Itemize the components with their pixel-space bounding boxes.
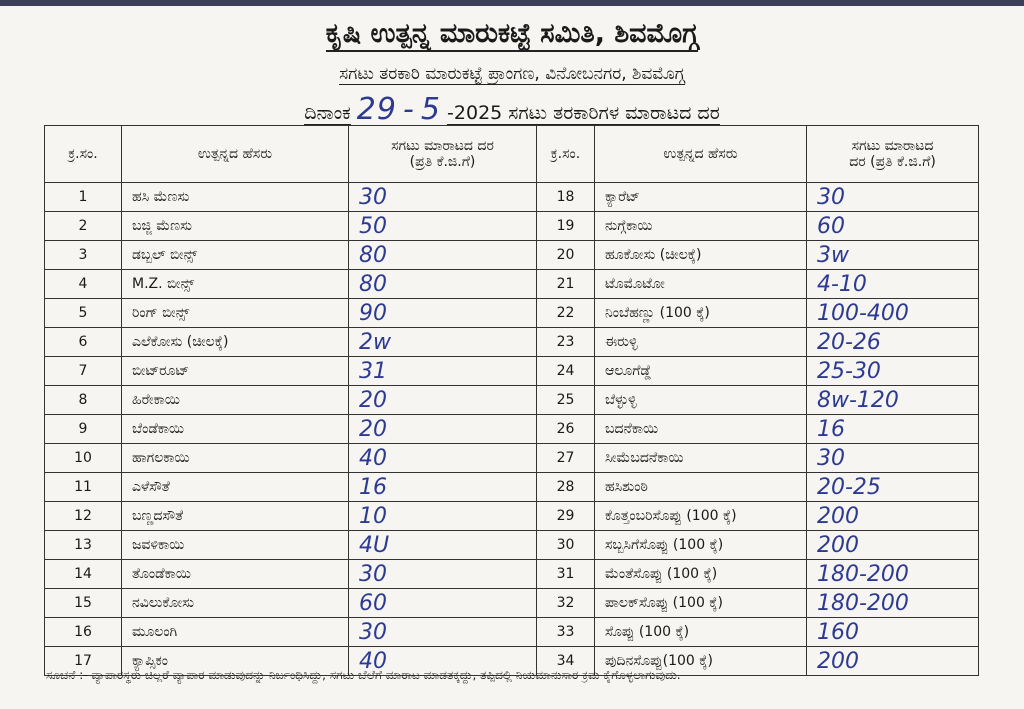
footer-note: ಸೂಚನೆ :- ವ್ಯಾಪಾರಸ್ಥರು ಚಿಲ್ಲರೆ ವ್ಯಾಪಾರ ಮಾಡುವುದನ್ನು ನಿರ್ಬಂಧಿಸಿದ್ದು, ಸಗಟು ಬೆಲೆಗೆ ಮಾರಾಟ ಮಾಡತಕ್ಕದ್ದು, ತಪ್ಪಿದಲ್ಲಿ ನಿಯಮಾನುಸಾರ ಕ್ರಮ ಕೈಗೊಳ್ಳಲಾಗುವುದು. bbox=[46, 668, 681, 682]
subtitle-text: ಸಗಟು ತರಕಾರಿ ಮಾರುಕಟ್ಟೆ ಪ್ರಾಂಗಣ, ವಿನೋಬನಗರ, ಶಿವಮೊಗ್ಗ bbox=[339, 64, 685, 84]
date-line bbox=[0, 92, 1024, 127]
cell-product-left: ರಿಂಗ್ ಬೀನ್ಸ್ bbox=[122, 299, 349, 328]
cell-sl-left: 5 bbox=[45, 299, 122, 328]
cell-sl-left: 9 bbox=[45, 415, 122, 444]
cell-product-right: ಪಾಲಕ್‌ಸೊಪ್ಪು (100 ಕ್ಕೆ) bbox=[595, 589, 807, 618]
cell-product-left: ತೊಂಡೆಕಾಯಿ bbox=[122, 560, 349, 589]
cell-rate-right: 180-200 bbox=[807, 560, 979, 589]
cell-sl-left: 3 bbox=[45, 241, 122, 270]
cell-rate-right: 200 bbox=[807, 502, 979, 531]
cell-sl-right: 20 bbox=[537, 241, 595, 270]
cell-sl-left: 1 bbox=[45, 183, 122, 212]
cell-sl-right: 33 bbox=[537, 618, 595, 647]
cell-rate-left: 30 bbox=[349, 560, 537, 589]
cell-rate-left: 16 bbox=[349, 473, 537, 502]
cell-rate-right: 3w bbox=[807, 241, 979, 270]
date-day: 29 bbox=[356, 92, 397, 127]
cell-rate-left: 80 bbox=[349, 241, 537, 270]
cell-rate-right: 16 bbox=[807, 415, 979, 444]
table-row bbox=[45, 502, 979, 531]
cell-rate-right: 180-200 bbox=[807, 589, 979, 618]
cell-sl-right: 29 bbox=[537, 502, 595, 531]
table-row bbox=[45, 618, 979, 647]
cell-product-right: ಆಲೂಗೆಡ್ಡೆ bbox=[595, 357, 807, 386]
cell-rate-left: 30 bbox=[349, 618, 537, 647]
cell-rate-right: 25-30 bbox=[807, 357, 979, 386]
cell-rate-left: 40 bbox=[349, 647, 537, 676]
cell-product-left: ಕ್ಯಾಪ್ಸಿಕಂ bbox=[122, 647, 349, 676]
rate-right-line2: ದರ (ಪ್ರತಿ ಕೆ.ಜಿ.ಗೆ) bbox=[849, 154, 936, 170]
title-text: ಕೃಷಿ ಉತ್ಪನ್ನ ಮಾರುಕಟ್ಟೆ ಸಮಿತಿ, ಶಿವಮೊಗ್ಗ bbox=[326, 18, 699, 52]
table-row bbox=[45, 183, 979, 212]
cell-rate-right: 60 bbox=[807, 212, 979, 241]
cell-sl-right: 22 bbox=[537, 299, 595, 328]
cell-sl-right: 34 bbox=[537, 647, 595, 676]
cell-product-left: ಮೂಲಂಗಿ bbox=[122, 618, 349, 647]
cell-rate-right: 100-400 bbox=[807, 299, 979, 328]
cell-product-left: ಜವಳಿಕಾಯಿ bbox=[122, 531, 349, 560]
cell-rate-right: 30 bbox=[807, 444, 979, 473]
cell-product-right: ಟೊಮೊಟೋ bbox=[595, 270, 807, 299]
table-row bbox=[45, 560, 979, 589]
cell-sl-right: 25 bbox=[537, 386, 595, 415]
page-top-edge bbox=[0, 0, 1024, 6]
cell-product-right: ನುಗ್ಗೆಕಾಯಿ bbox=[595, 212, 807, 241]
table-row bbox=[45, 241, 979, 270]
page-title bbox=[0, 18, 1024, 50]
cell-product-right: ಸಬ್ಬಸಿಗೆಸೊಪ್ಪು (100 ಕ್ಕೆ) bbox=[595, 531, 807, 560]
cell-rate-right: 20-25 bbox=[807, 473, 979, 502]
table-row bbox=[45, 328, 979, 357]
cell-product-right: ಹೂಕೋಸು (ಚೀಲಕ್ಕೆ) bbox=[595, 241, 807, 270]
cell-rate-left: 80 bbox=[349, 270, 537, 299]
rate-right-line1: ಸಗಟು ಮಾರಾಟದ bbox=[851, 138, 934, 154]
table-row bbox=[45, 299, 979, 328]
date-year-text: -2025 ಸಗಟು ತರಕಾರಿಗಳ ಮಾರಾಟದ ದರ bbox=[447, 102, 720, 124]
cell-product-right: ಕೊತ್ತಂಬರಿಸೊಪ್ಪು (100 ಕ್ಕೆ) bbox=[595, 502, 807, 531]
cell-product-left: ಬಜ್ಜಿ ಮೆಣಸು bbox=[122, 212, 349, 241]
cell-product-left: ಹಸಿ ಮೆಣಸು bbox=[122, 183, 349, 212]
cell-sl-left: 11 bbox=[45, 473, 122, 502]
cell-product-left: ಬಣ್ಣದಸೌತೆ bbox=[122, 502, 349, 531]
cell-sl-right: 27 bbox=[537, 444, 595, 473]
cell-sl-right: 31 bbox=[537, 560, 595, 589]
cell-sl-left: 17 bbox=[45, 647, 122, 676]
table-row bbox=[45, 386, 979, 415]
date-label: ದಿನಾಂಕ bbox=[304, 102, 351, 124]
cell-rate-right: 8w-120 bbox=[807, 386, 979, 415]
cell-product-left: M.Z. ಬೀನ್ಸ್ bbox=[122, 270, 349, 299]
cell-product-right: ಈರುಳ್ಳಿ bbox=[595, 328, 807, 357]
cell-product-right: ಕ್ಯಾರೆಟ್ bbox=[595, 183, 807, 212]
cell-rate-right: 4-10 bbox=[807, 270, 979, 299]
col-header-sl-left: ಕ್ರ.ಸಂ. bbox=[45, 126, 122, 183]
cell-sl-left: 12 bbox=[45, 502, 122, 531]
cell-sl-right: 21 bbox=[537, 270, 595, 299]
cell-rate-left: 60 bbox=[349, 589, 537, 618]
cell-sl-right: 18 bbox=[537, 183, 595, 212]
cell-rate-left: 10 bbox=[349, 502, 537, 531]
cell-sl-left: 15 bbox=[45, 589, 122, 618]
col-header-product-right: ಉತ್ಪನ್ನದ ಹೆಸರು bbox=[595, 126, 807, 183]
cell-product-left: ಹಿರೇಕಾಯಿ bbox=[122, 386, 349, 415]
cell-sl-right: 28 bbox=[537, 473, 595, 502]
cell-product-left: ಹಾಗಲಕಾಯಿ bbox=[122, 444, 349, 473]
cell-product-right: ಮೆಂತೆಸೊಪ್ಪು (100 ಕ್ಕೆ) bbox=[595, 560, 807, 589]
cell-product-right: ನಿಂಬೆಹಣ್ಣು (100 ಕ್ಕೆ) bbox=[595, 299, 807, 328]
date-separator: - bbox=[403, 92, 415, 127]
cell-rate-left: 20 bbox=[349, 386, 537, 415]
date-month: 5 bbox=[420, 92, 441, 127]
cell-sl-left: 7 bbox=[45, 357, 122, 386]
table-row bbox=[45, 589, 979, 618]
table-row bbox=[45, 270, 979, 299]
page-subtitle bbox=[0, 64, 1024, 84]
cell-product-left: ಬೀಟ್‌ರೂಟ್ bbox=[122, 357, 349, 386]
cell-product-right: ಪುದಿನಸೊಪ್ಪು(100 ಕ್ಕೆ) bbox=[595, 647, 807, 676]
cell-product-right: ಹಸಿಶುಂಠಿ bbox=[595, 473, 807, 502]
cell-sl-left: 13 bbox=[45, 531, 122, 560]
cell-rate-left: 4U bbox=[349, 531, 537, 560]
cell-sl-left: 4 bbox=[45, 270, 122, 299]
cell-rate-right: 200 bbox=[807, 531, 979, 560]
table-row bbox=[45, 444, 979, 473]
cell-sl-right: 32 bbox=[537, 589, 595, 618]
cell-sl-right: 19 bbox=[537, 212, 595, 241]
cell-sl-right: 26 bbox=[537, 415, 595, 444]
cell-sl-left: 10 bbox=[45, 444, 122, 473]
table-row bbox=[45, 531, 979, 560]
cell-sl-left: 14 bbox=[45, 560, 122, 589]
table-row bbox=[45, 357, 979, 386]
cell-rate-left: 20 bbox=[349, 415, 537, 444]
col-header-sl-right: ಕ್ರ.ಸಂ. bbox=[537, 126, 595, 183]
col-header-rate-right bbox=[807, 126, 979, 183]
cell-product-right: ಬದನೆಕಾಯಿ bbox=[595, 415, 807, 444]
cell-product-right: ಬೆಳ್ಳುಳ್ಳಿ bbox=[595, 386, 807, 415]
cell-sl-left: 8 bbox=[45, 386, 122, 415]
cell-sl-left: 16 bbox=[45, 618, 122, 647]
col-header-rate-left bbox=[349, 126, 537, 183]
table-row bbox=[45, 415, 979, 444]
cell-rate-left: 50 bbox=[349, 212, 537, 241]
cell-rate-left: 90 bbox=[349, 299, 537, 328]
cell-rate-right: 200 bbox=[807, 647, 979, 676]
rate-left-line2: (ಪ್ರತಿ ಕೆ.ಜಿ.ಗೆ) bbox=[409, 154, 476, 170]
col-header-product-left: ಉತ್ಪನ್ನದ ಹೆಸರು bbox=[122, 126, 349, 183]
cell-product-right: ಸೊಪ್ಪು (100 ಕ್ಕೆ) bbox=[595, 618, 807, 647]
price-table bbox=[44, 125, 979, 676]
rate-left-line1: ಸಗಟು ಮಾರಾಟದ ದರ bbox=[391, 138, 494, 154]
table-row bbox=[45, 473, 979, 502]
cell-rate-left: 40 bbox=[349, 444, 537, 473]
cell-rate-left: 31 bbox=[349, 357, 537, 386]
cell-product-left: ನವಿಲುಕೋಸು bbox=[122, 589, 349, 618]
table-header-row bbox=[45, 126, 979, 183]
cell-product-right: ಸೀಮೆಬದನೆಕಾಯಿ bbox=[595, 444, 807, 473]
cell-rate-right: 20-26 bbox=[807, 328, 979, 357]
cell-rate-right: 160 bbox=[807, 618, 979, 647]
table-row bbox=[45, 212, 979, 241]
cell-rate-right: 30 bbox=[807, 183, 979, 212]
cell-sl-left: 2 bbox=[45, 212, 122, 241]
cell-product-left: ಎಳೆಸೌತೆ bbox=[122, 473, 349, 502]
cell-rate-left: 2w bbox=[349, 328, 537, 357]
cell-sl-right: 24 bbox=[537, 357, 595, 386]
cell-sl-right: 30 bbox=[537, 531, 595, 560]
cell-product-left: ಡಬ್ಬಲ್ ಬೀನ್ಸ್ bbox=[122, 241, 349, 270]
cell-product-left: ಬೆಂಡೆಕಾಯಿ bbox=[122, 415, 349, 444]
cell-product-left: ಎಲೆಕೋಸು (ಚೀಲಕ್ಕೆ) bbox=[122, 328, 349, 357]
cell-sl-left: 6 bbox=[45, 328, 122, 357]
cell-rate-left: 30 bbox=[349, 183, 537, 212]
cell-sl-right: 23 bbox=[537, 328, 595, 357]
